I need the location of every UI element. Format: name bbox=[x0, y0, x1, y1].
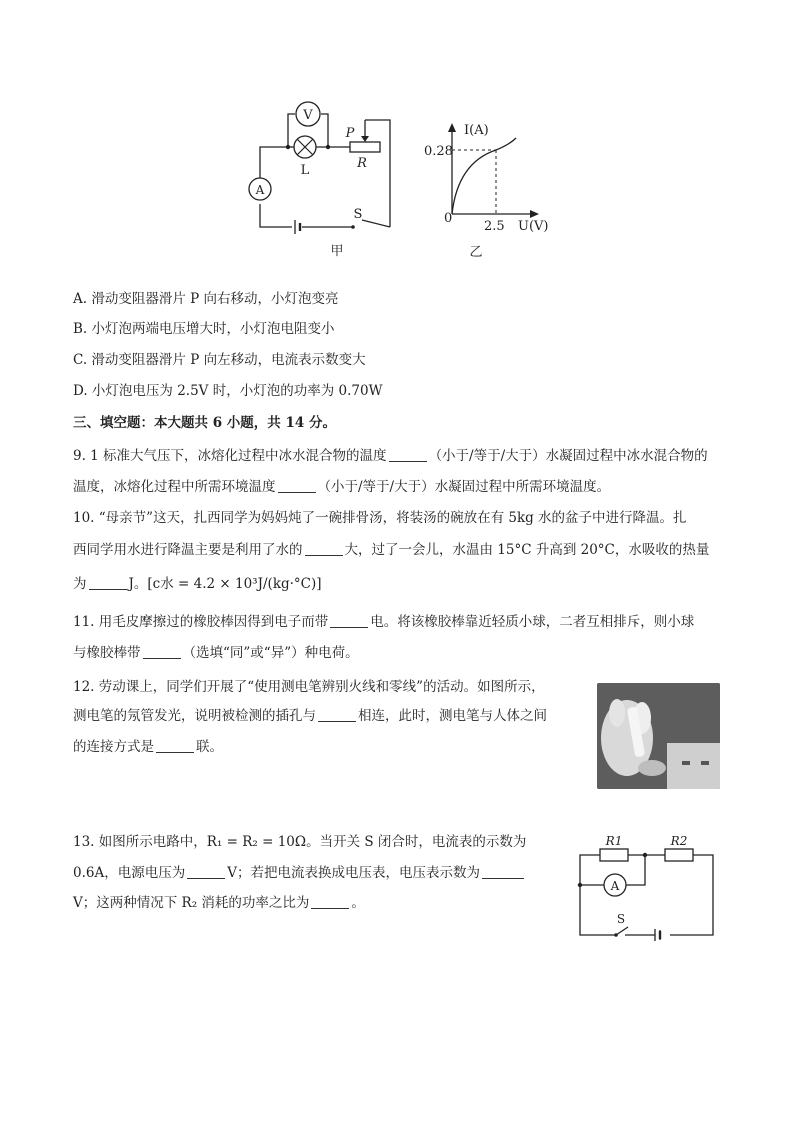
lamp-label: L bbox=[300, 163, 310, 178]
question-10-line-1: 10. “母亲节”这天，扎西同学为妈妈炖了一碗排骨汤，将装汤的碗放在有 5kg 水的盆子中进行降温。扎 bbox=[73, 510, 687, 526]
ammeter-label: A bbox=[255, 183, 265, 197]
question-12-line-1: 12. 劳动课上，同学们开展了“使用测电笔辨别火线和零线”的活动。如图所示， bbox=[73, 679, 545, 695]
iv-curve bbox=[452, 138, 516, 214]
answer-blank[interactable] bbox=[330, 613, 368, 628]
circuit-diagram-13 bbox=[570, 830, 730, 945]
option-c: C. 滑动变阻器滑片 P 向左移动，电流表示数变大 bbox=[73, 352, 366, 368]
slider-arrow-icon bbox=[361, 136, 369, 142]
answer-blank[interactable] bbox=[482, 864, 524, 879]
question-12-line-2: 测电笔的氖管发光，说明被检测的插孔与 相连，此时，测电笔与人体之间 bbox=[73, 708, 547, 724]
origin-label: 0 bbox=[444, 211, 453, 226]
switch-symbol bbox=[351, 225, 355, 229]
circuit-diagram-jia bbox=[240, 92, 400, 262]
option-d: D. 小灯泡电压为 2.5V 时，小灯泡的功率为 0.70W bbox=[73, 383, 383, 399]
x-mark-label: 2.5 bbox=[484, 219, 505, 234]
question-13-line-3: V；这两种情况下 R₂ 消耗的功率之比为 。 bbox=[73, 895, 365, 911]
switch-label: S bbox=[616, 912, 626, 926]
r1-label: R1 bbox=[605, 834, 623, 848]
answer-blank[interactable] bbox=[156, 738, 194, 753]
question-10-line-3: 为 J。[c水 = 4.2 × 10³J/(kg·°C)] bbox=[73, 576, 322, 592]
y-mark-label: 0.28 bbox=[424, 144, 453, 159]
answer-blank[interactable] bbox=[187, 864, 225, 879]
test-pen-photo-image bbox=[597, 683, 720, 789]
slider-label: P bbox=[345, 126, 355, 141]
question-12-line-3: 的连接方式是 联。 bbox=[73, 739, 223, 755]
x-axis-arrow-icon bbox=[530, 210, 539, 218]
section-title: 三、填空题：本大题共 6 小题，共 14 分。 bbox=[73, 415, 336, 431]
answer-blank[interactable] bbox=[305, 541, 343, 556]
figure-caption-jia: 甲 bbox=[330, 244, 344, 259]
question-11-line-1: 11. 用毛皮摩擦过的橡胶棒因得到电子而带 电。将该橡胶棒靠近轻质小球，二者互相排斥，则小球 bbox=[73, 614, 695, 630]
option-b: B. 小灯泡两端电压增大时，小灯泡电阻变小 bbox=[73, 321, 335, 337]
answer-blank[interactable] bbox=[278, 478, 316, 493]
answer-blank[interactable] bbox=[89, 575, 127, 590]
question-9-line-2: 温度，冰熔化过程中所需环境温度 （小于/等于/大于）水凝固过程中所需环境温度。 bbox=[73, 479, 611, 495]
question-9-line-1: 9. 1 标准大气压下，冰熔化过程中冰水混合物的温度 （小于/等于/大于）水凝固过程中冰水混合物的 bbox=[73, 448, 708, 464]
figure-caption-yi: 乙 bbox=[469, 245, 483, 260]
y-axis-arrow-icon bbox=[448, 123, 456, 132]
answer-blank[interactable] bbox=[143, 644, 181, 659]
voltmeter-label: V bbox=[303, 108, 313, 123]
question-11-line-2: 与橡胶棒带 （选填“同”或“异”）种电荷。 bbox=[73, 645, 359, 661]
switch-label: S bbox=[353, 207, 363, 222]
y-axis-label: I(A) bbox=[464, 123, 489, 138]
answer-blank[interactable] bbox=[318, 707, 356, 722]
rheostat-label: R bbox=[357, 156, 367, 171]
question-10-line-2: 西同学用水进行降温主要是利用了水的 大，过了一会儿，水温由 15°C 升高到 20°C，水吸收的热量 bbox=[73, 542, 710, 558]
x-axis-label: U(V) bbox=[518, 219, 549, 234]
answer-blank[interactable] bbox=[311, 894, 349, 909]
answer-blank[interactable] bbox=[389, 447, 427, 462]
test-pen-photo bbox=[597, 683, 720, 789]
option-a: A. 滑动变阻器滑片 P 向右移动，小灯泡变亮 bbox=[73, 291, 339, 307]
iv-graph-yi bbox=[420, 118, 560, 263]
question-13-line-1: 13. 如图所示电路中，R₁ = R₂ = 10Ω。当开关 S 闭合时，电流表的示数为 bbox=[73, 834, 527, 850]
r2-label: R2 bbox=[670, 834, 688, 848]
ammeter-label: A bbox=[610, 879, 620, 893]
question-13-line-2: 0.6A，电源电压为 V；若把电流表换成电压表，电压表示数为 bbox=[73, 863, 526, 883]
